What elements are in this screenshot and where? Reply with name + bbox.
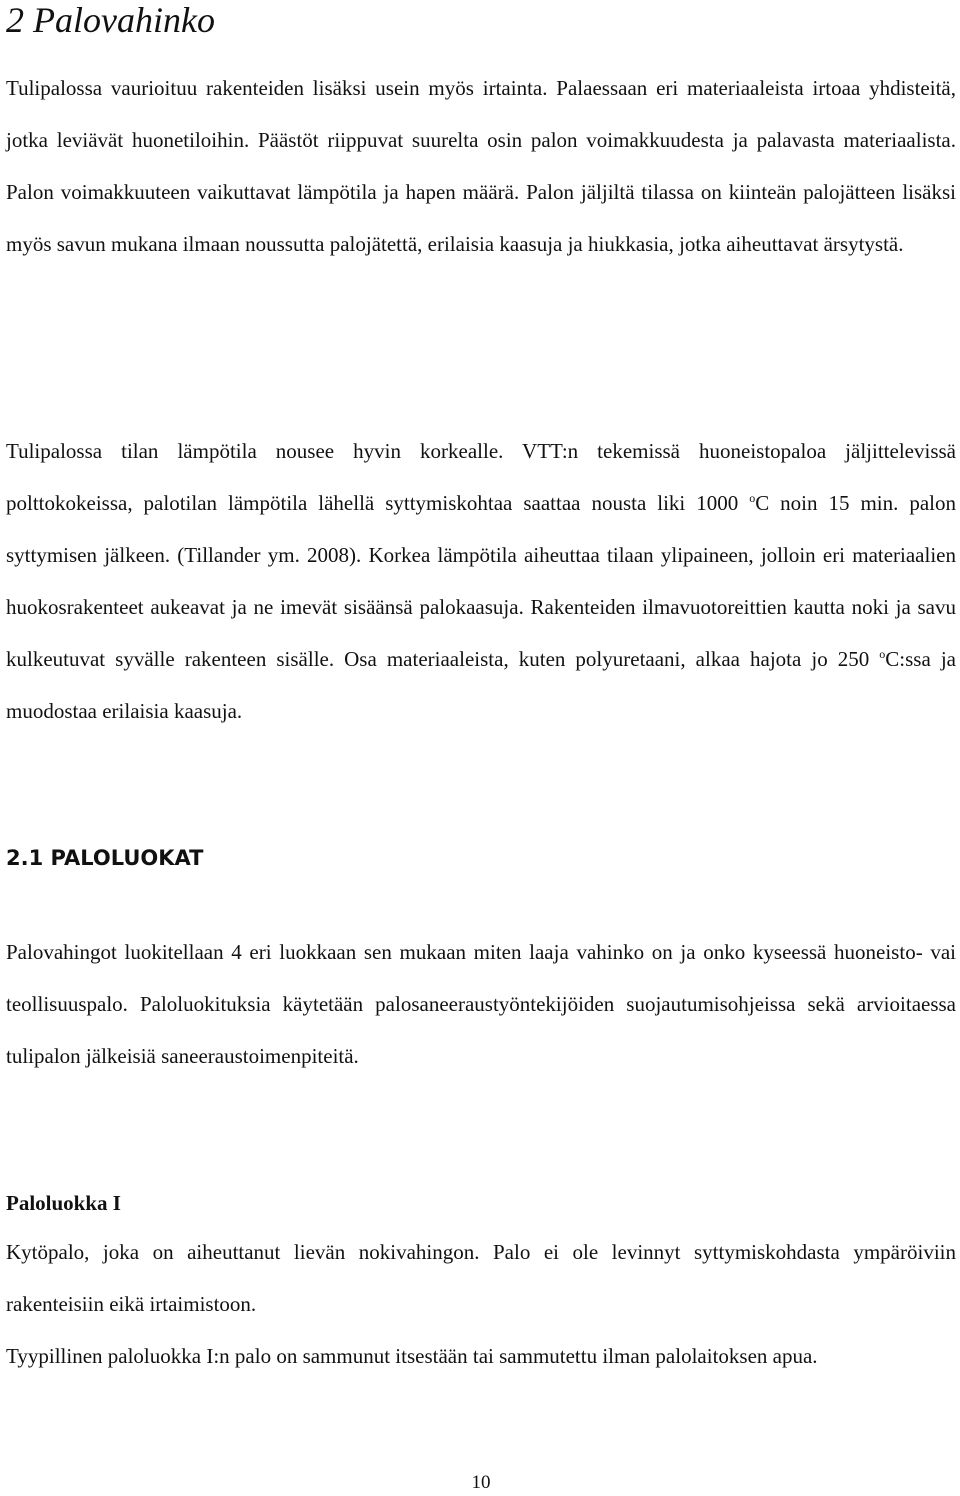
paragraph-class-typical: Tyypillinen paloluokka I:n palo on sammunut itsestään tai sammutettu ilman palolaitoksen apua. — [6, 1344, 818, 1368]
paragraph-temperature — [6, 425, 956, 737]
page-number: 10 — [471, 1472, 491, 1493]
paragraph-class-description: Kytöpalo, joka on aiheuttanut lievän nokivahingon. Palo ei ole levinnyt syttymiskohdasta ympäröiviin rakenteisiin eikä irtaimistoon. — [6, 1240, 956, 1316]
paragraph-intro: Tulipalossa vaurioituu rakenteiden lisäksi usein myös irtainta. Palaessaan eri materiaaleista irtoaa yhdisteitä, jotka leviävät huonetiloihin. Päästöt riippuvat suurelta osin palon voimakkuudesta ja palavasta materiaalista. Palon voimakkuuteen vaikuttavat lämpötila ja hapen määrä. Palon jäljiltä tilassa on kiinteän palojätteen lisäksi myös savun mukana ilmaan noussutta palojätettä, erilaisia kaasuja ja hiukkasia, jotka aiheuttavat ärsytystä. — [6, 76, 956, 256]
paragraph-temperature-text-2: C noin 15 min. palon syttymisen jälkeen. (Tillander ym. 2008). Korkea lämpötila aiheuttaa tilaan ylipaineen, jolloin eri materiaalien huokosrakenteet aukeavat ja ne imevät sisäänsä palokaasuja. Rakenteiden ilmavuotoreittien kautta noki ja savu kulkeutuvat syvälle rakenteen sisälle. Osa materiaaleista, kuten polyuretaani, alkaa hajota jo 250 — [6, 491, 957, 671]
paragraph-temperature-text-1: Tulipalossa tilan lämpötila nousee hyvin korkealle. VTT:n tekemissä huoneistopaloa jäljittelevissä polttokokeissa, palotilan lämpötila lähellä syttymiskohtaa saattaa nousta liki 1000 — [6, 439, 956, 515]
degree-superscript-2: o — [879, 647, 886, 661]
degree-superscript-1: o — [749, 491, 756, 505]
subsection-heading: Paloluokka I — [6, 1191, 121, 1215]
paragraph-temperature-text-3: C:ssa ja muodostaa erilaisia kaasuja. — [6, 647, 956, 723]
section-heading: 2.1 PALOLUOKAT — [6, 846, 204, 870]
chapter-title: 2 Palovahinko — [6, 0, 215, 40]
paragraph-classification: Palovahingot luokitellaan 4 eri luokkaan sen mukaan miten laaja vahinko on ja onko kyseessä huoneisto- vai teollisuuspalo. Paloluokituksia käytetään palosaneeraustyöntekijöiden suojautumisohjeissa sekä arvioitaessa tulipalon jälkeisiä saneeraustoimenpiteitä. — [6, 940, 956, 1068]
